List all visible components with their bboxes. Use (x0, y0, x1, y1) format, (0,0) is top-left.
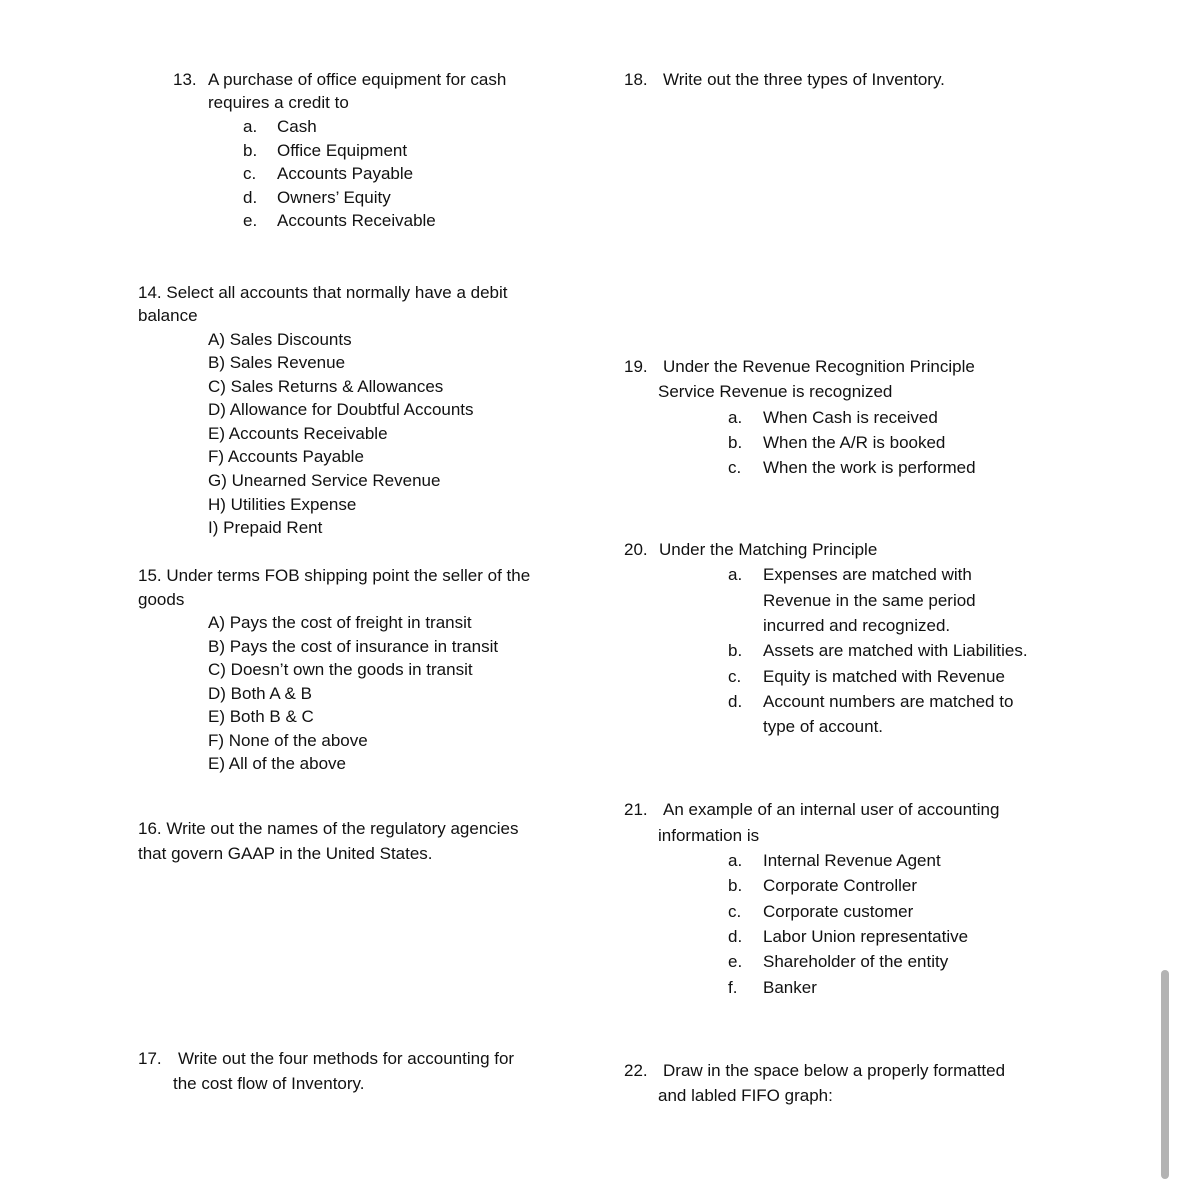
question-text: Under the Revenue Recognition Principle (663, 357, 975, 376)
question-text: 14. Select all accounts that normally have a debit (138, 283, 508, 302)
option-text: Expenses are matched with (763, 565, 972, 584)
option-letter: c. (728, 458, 742, 477)
option-text: A) Sales Discounts (208, 330, 352, 349)
question-text: balance (138, 306, 198, 325)
option-text: Banker (763, 978, 817, 997)
option-text: Corporate Controller (763, 876, 918, 895)
option-letter: c. (728, 667, 742, 686)
option-letter: e. (243, 211, 258, 230)
option-text: Internal Revenue Agent (763, 851, 941, 870)
option-letter: d. (728, 692, 743, 711)
option-letter: c. (243, 164, 257, 183)
option-letter: e. (728, 952, 743, 971)
option-letter: a. (728, 565, 743, 584)
question-text: Write out the three types of Inventory. (663, 70, 945, 89)
option-letter: b. (728, 641, 743, 660)
option-text: Shareholder of the entity (763, 952, 949, 971)
option-text: H) Utilities Expense (208, 495, 357, 514)
option-text: I) Prepaid Rent (208, 518, 323, 537)
option-text: Cash (277, 117, 317, 136)
option-text: type of account. (763, 717, 884, 736)
option-text: F) None of the above (208, 731, 368, 750)
option-letter: b. (243, 141, 258, 160)
option-letter: a. (728, 851, 743, 870)
option-text: G) Unearned Service Revenue (208, 471, 441, 490)
question-text: requires a credit to (208, 93, 349, 112)
option-text: F) Accounts Payable (208, 447, 364, 466)
option-text: Office Equipment (277, 141, 408, 160)
option-text: Accounts Receivable (277, 211, 436, 230)
option-text: E) Accounts Receivable (208, 424, 388, 443)
option-text: Labor Union representative (763, 927, 969, 946)
option-letter: d. (243, 188, 258, 207)
question-number: 22. (624, 1061, 648, 1080)
question-text: Service Revenue is recognized (658, 382, 893, 401)
question-number: 20. (624, 540, 648, 559)
option-text: B) Pays the cost of insurance in transit (208, 637, 499, 656)
question-number: 21. (624, 800, 648, 819)
vertical-scrollbar[interactable] (1161, 970, 1169, 1179)
option-letter: d. (728, 927, 743, 946)
option-letter: f. (728, 978, 738, 997)
question-number: 17. (138, 1049, 162, 1068)
option-letter: c. (728, 902, 742, 921)
option-text: Revenue in the same period (763, 591, 976, 610)
option-text: When the A/R is booked (763, 433, 946, 452)
option-text: When the work is performed (763, 458, 976, 477)
option-text: D) Both A & B (208, 684, 312, 703)
question-text: goods (138, 590, 185, 609)
question-text: A purchase of office equipment for cash (208, 70, 507, 89)
question-number: 19. (624, 357, 648, 376)
question-text: 15. Under terms FOB shipping point the seller of the (138, 566, 531, 585)
option-letter: a. (728, 408, 743, 427)
question-number: 13. (173, 70, 197, 89)
question-text: Write out the four methods for accounting for (178, 1049, 515, 1068)
option-text: Owners’ Equity (277, 188, 391, 207)
question-text: and labled FIFO graph: (658, 1086, 833, 1105)
question-number: 18. (624, 70, 648, 89)
option-letter: a. (243, 117, 258, 136)
option-text: Account numbers are matched to (763, 692, 1014, 711)
option-text: Accounts Payable (277, 164, 414, 183)
option-letter: b. (728, 876, 743, 895)
question-text: information is (658, 826, 760, 845)
option-text: Corporate customer (763, 902, 914, 921)
question-text: that govern GAAP in the United States. (138, 844, 433, 863)
option-text: A) Pays the cost of freight in transit (208, 613, 472, 632)
question-text: 16. Write out the names of the regulatory agencies (138, 819, 519, 838)
option-text: B) Sales Revenue (208, 353, 346, 372)
question-text: the cost flow of Inventory. (173, 1074, 365, 1093)
option-text: D) Allowance for Doubtful Accounts (208, 400, 474, 419)
option-text: E) Both B & C (208, 707, 314, 726)
option-letter: b. (728, 433, 743, 452)
option-text: C) Sales Returns & Allowances (208, 377, 444, 396)
option-text: C) Doesn’t own the goods in transit (208, 660, 473, 679)
option-text: Equity is matched with Revenue (763, 667, 1005, 686)
option-text: When Cash is received (763, 408, 938, 427)
question-text: An example of an internal user of accounting (663, 800, 1000, 819)
option-text: E) All of the above (208, 754, 346, 773)
option-text: Assets are matched with Liabilities. (763, 641, 1028, 660)
question-text: Draw in the space below a properly formatted (663, 1061, 1006, 1080)
option-text: incurred and recognized. (763, 616, 951, 635)
question-text: Under the Matching Principle (659, 540, 878, 559)
